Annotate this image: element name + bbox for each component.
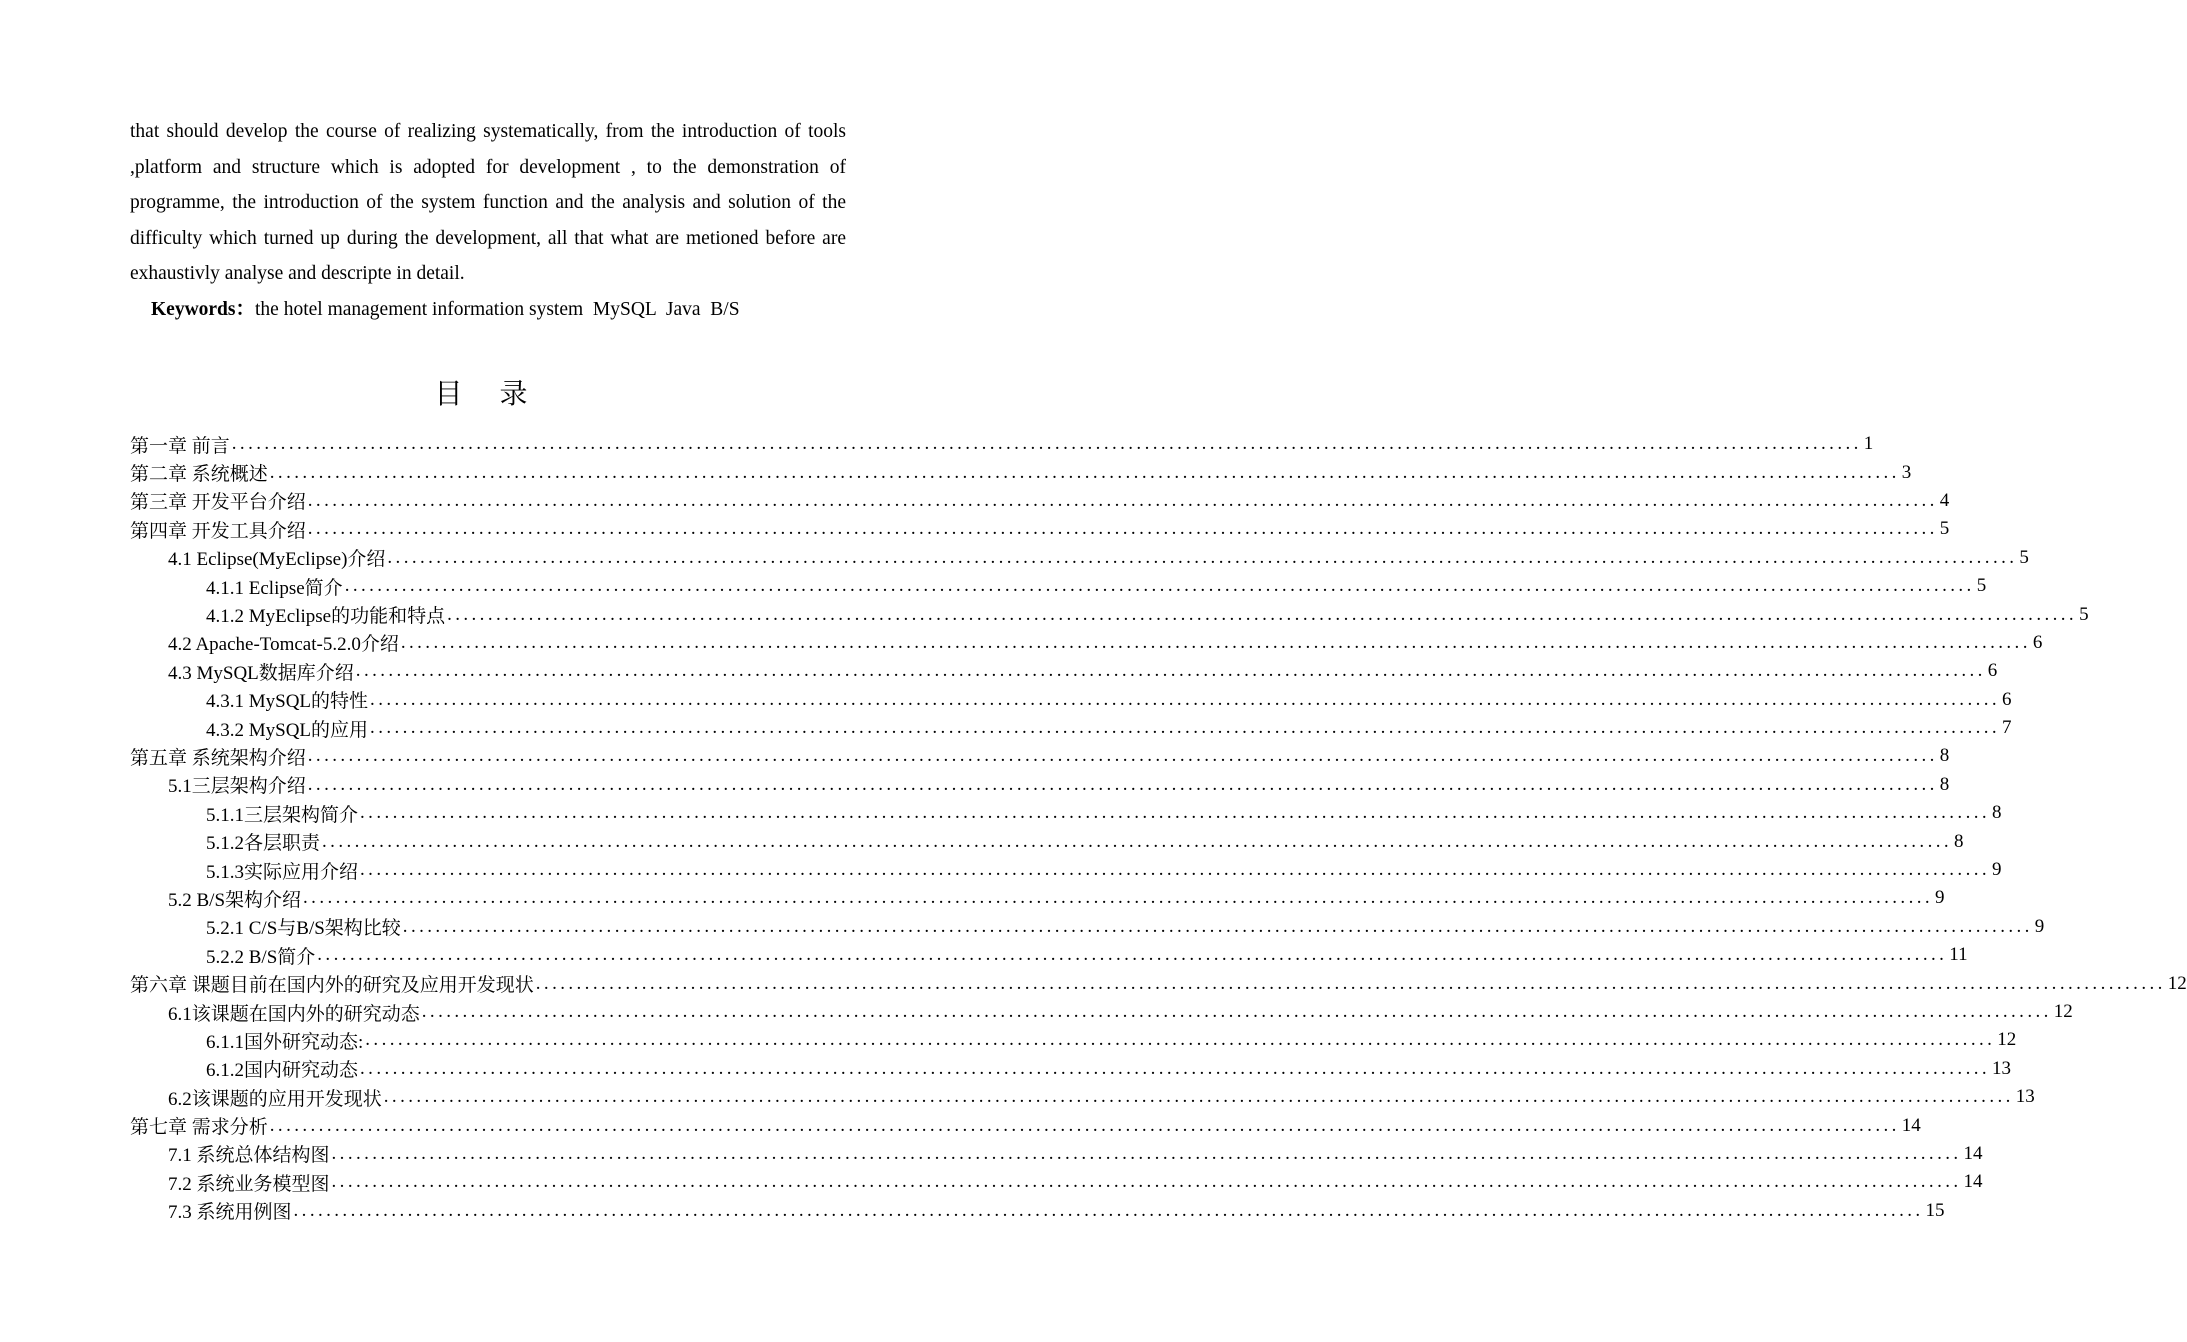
toc-entry-label: 第三章 开发平台介绍: [130, 492, 306, 514]
toc-leader-dots: ........................................................................................................................................................................................................: [269, 461, 1900, 483]
toc-entry-page: 6: [2032, 631, 2043, 653]
toc-entry-page: 8: [1939, 773, 1950, 795]
toc-entry[interactable]: [130, 1026, 2017, 1054]
toc-entry-page: 6: [1987, 660, 1998, 682]
toc-leader-dots: ........................................................................................................................................................................................................: [307, 489, 1938, 511]
toc-entry-page: 5: [1939, 518, 1950, 540]
toc-leader-dots: ........................................................................................................................................................................................................: [447, 603, 2078, 625]
toc-leader-dots: ........................................................................................................................................................................................................: [231, 433, 1862, 455]
toc-entry[interactable]: [130, 799, 2002, 827]
toc-entry-page: 13: [2015, 1086, 2035, 1108]
toc-entry[interactable]: [130, 657, 1998, 685]
toc-entry-label: 第四章 开发工具介绍: [130, 520, 306, 542]
toc-leader-dots: ........................................................................................................................................................................................................: [331, 1142, 1962, 1164]
toc-leader-dots: ........................................................................................................................................................................................................: [370, 717, 2001, 739]
toc-leader-dots: ........................................................................................................................................................................................................: [269, 1114, 1900, 1136]
toc-entry-label: 4.3 MySQL数据库介绍: [168, 662, 354, 684]
toc-entry[interactable]: [130, 487, 1950, 515]
toc-entry-page: 5: [1976, 575, 1987, 597]
toc-entry-page: 8: [1992, 802, 2002, 824]
toc-entry[interactable]: [130, 1140, 1983, 1168]
toc-leader-dots: ........................................................................................................................................................................................................: [307, 745, 1938, 767]
toc-entry[interactable]: [130, 969, 2187, 997]
toc-entry[interactable]: [130, 1083, 2035, 1111]
toc-leader-dots: ........................................................................................................................................................................................................: [360, 859, 1991, 881]
toc-entry-label: 6.1.1国外研究动态:: [206, 1031, 364, 1053]
toc-entry-page: 7: [2002, 717, 2012, 739]
toc-leader-dots: ........................................................................................................................................................................................................: [307, 773, 1938, 795]
toc-entry-page: 9: [1992, 859, 2002, 881]
toc-entry-label: 5.2 B/S架构介绍: [168, 889, 302, 911]
toc-entry-label: 第五章 系统架构介绍: [130, 747, 306, 769]
toc-leader-dots: ........................................................................................................................................................................................................: [331, 1171, 1962, 1193]
toc-entry[interactable]: [130, 544, 2029, 572]
toc-entry-page: 9: [2034, 915, 2045, 937]
toc-entry[interactable]: [130, 1055, 2012, 1083]
toc-entry-label: 4.2 Apache-Tomcat-5.2.0介绍: [168, 634, 399, 656]
toc-entry-label: 4.3.2 MySQL的应用: [206, 719, 369, 741]
toc-entry-label: 5.1.2各层职责: [206, 833, 321, 855]
toc-leader-dots: ........................................................................................................................................................................................................: [370, 688, 2001, 710]
toc-entry-label: 第一章 前言: [130, 435, 230, 457]
toc-title: 目 录: [434, 377, 542, 410]
toc-entry-label: 5.2.1 C/S与B/S架构比较: [206, 918, 401, 940]
toc-entry-label: 6.1该课题在国内外的研究动态: [168, 1003, 420, 1025]
toc-leader-dots: ........................................................................................................................................................................................................: [383, 1086, 2014, 1108]
keywords-value: the hotel management information system MySQL Java B/S: [255, 299, 740, 320]
toc-entry[interactable]: [130, 629, 2043, 657]
toc-entry-page: 14: [1901, 1114, 1921, 1136]
toc-leader-dots: ........................................................................................................................................................................................................: [421, 1001, 2052, 1022]
toc-entry-page: 14: [1963, 1142, 1983, 1164]
toc-entry[interactable]: [130, 515, 1950, 543]
toc-entry-page: 4: [1939, 489, 1950, 511]
toc-leader-dots: ........................................................................................................................................................................................................: [402, 915, 2033, 937]
toc-entry[interactable]: [130, 1168, 1983, 1196]
toc-leader-dots: ........................................................................................................................................................................................................: [344, 575, 1975, 597]
toc-entry[interactable]: [130, 714, 2012, 742]
toc-leader-dots: ........................................................................................................................................................................................................: [360, 1057, 1991, 1079]
toc-entry-page: 5: [2019, 546, 2029, 568]
keywords-label: Keywords：: [151, 299, 255, 320]
toc-leader-dots: ........................................................................................................................................................................................................: [400, 631, 2031, 653]
toc-leader-dots: ........................................................................................................................................................................................................: [322, 830, 1953, 852]
toc-entry[interactable]: [130, 572, 1987, 600]
toc-entry-page: 1: [1863, 433, 1874, 455]
toc-entry-label: 4.1.1 Eclipse简介: [206, 577, 343, 599]
toc-entry[interactable]: [130, 430, 1874, 458]
toc-entry[interactable]: [130, 742, 1950, 770]
toc-entry-label: 7.3 系统用例图: [168, 1202, 292, 1224]
toc-entry-label: 5.1三层架构介绍: [168, 776, 306, 798]
toc-entry-page: 13: [1992, 1057, 2012, 1079]
toc-entry-page: 12: [2167, 972, 2187, 994]
abstract-paragraph: [130, 114, 846, 292]
toc-entry[interactable]: [130, 1111, 1921, 1139]
toc-entry[interactable]: [130, 884, 1945, 912]
toc-entry-page: 9: [1935, 887, 1945, 909]
toc-entry-page: 8: [1939, 745, 1950, 767]
toc-entry[interactable]: [130, 827, 1964, 855]
toc-entry[interactable]: [130, 1197, 1945, 1225]
toc-entry[interactable]: [130, 458, 1912, 486]
keywords-line: [151, 292, 851, 328]
toc-entry-label: 第六章 课题目前在国内外的研究及应用开发现状: [130, 975, 534, 997]
toc-entry-label: 7.2 系统业务模型图: [168, 1173, 330, 1195]
toc-entry-page: 15: [1925, 1199, 1945, 1221]
toc-entry-label: 5.1.1三层架构简介: [206, 804, 359, 826]
toc-leader-dots: ........................................................................................................................................................................................................: [535, 972, 2166, 994]
toc-entry-page: 14: [1963, 1171, 1983, 1193]
toc-leader-dots: ........................................................................................................................................................................................................: [307, 518, 1938, 540]
toc-entry-label: 7.1 系统总体结构图: [168, 1145, 330, 1167]
toc-entry-page: 5: [2079, 603, 2089, 625]
toc-entry-page: 8: [1954, 830, 1964, 852]
toc-leader-dots: ........................................................................................................................................................................................................: [317, 944, 1948, 966]
abstract-text: that should develop the course of realizing systematically, from the introduction of tools ,platform and structure which is adopted for development , to the demonstration of programme, the introduction of the system function and the analysis and solution of the difficulty which turned up during the development, all that what are metioned before are exhaustivly analyse and descripte in detail.: [130, 121, 846, 284]
toc-entry-label: 4.1.2 MyEclipse的功能和特点: [206, 606, 446, 628]
toc-entry[interactable]: [130, 771, 1950, 799]
toc-entry[interactable]: [130, 941, 1968, 969]
toc-entry[interactable]: [130, 913, 2045, 941]
toc-entry[interactable]: [130, 998, 2073, 1026]
toc-leader-dots: ........................................................................................................................................................................................................: [387, 546, 2018, 568]
toc-entry-page: 12: [1997, 1029, 2017, 1051]
toc-entry[interactable]: [130, 600, 2089, 628]
toc-entry-page: 12: [2053, 1001, 2073, 1022]
toc-entry-page: 3: [1901, 461, 1912, 483]
toc-leader-dots: ........................................................................................................................................................................................................: [365, 1029, 1996, 1051]
toc-leader-dots: ........................................................................................................................................................................................................: [355, 660, 1986, 682]
toc-entry-label: 第七章 需求分析: [130, 1117, 268, 1139]
toc-entry-label: 6.2该课题的应用开发现状: [168, 1088, 382, 1110]
toc-entry-label: 第二章 系统概述: [130, 464, 268, 486]
toc-entry-label: 4.1 Eclipse(MyEclipse)介绍: [168, 549, 386, 571]
toc-entry-page: 6: [2002, 688, 2012, 710]
toc-entry-label: 6.1.2国内研究动态: [206, 1060, 359, 1082]
toc-entry-label: 5.1.3实际应用介绍: [206, 861, 359, 883]
toc-entry-label: 5.2.2 B/S简介: [206, 946, 316, 968]
table-of-contents: [130, 430, 2187, 1225]
toc-entry-label: 4.3.1 MySQL的特性: [206, 691, 369, 713]
toc-leader-dots: ........................................................................................................................................................................................................: [293, 1199, 1924, 1221]
toc-leader-dots: ........................................................................................................................................................................................................: [303, 887, 1934, 909]
toc-entry[interactable]: [130, 686, 2012, 714]
toc-entry-page: 11: [1949, 944, 1968, 966]
toc-leader-dots: ........................................................................................................................................................................................................: [360, 802, 1991, 824]
toc-entry[interactable]: [130, 856, 2002, 884]
